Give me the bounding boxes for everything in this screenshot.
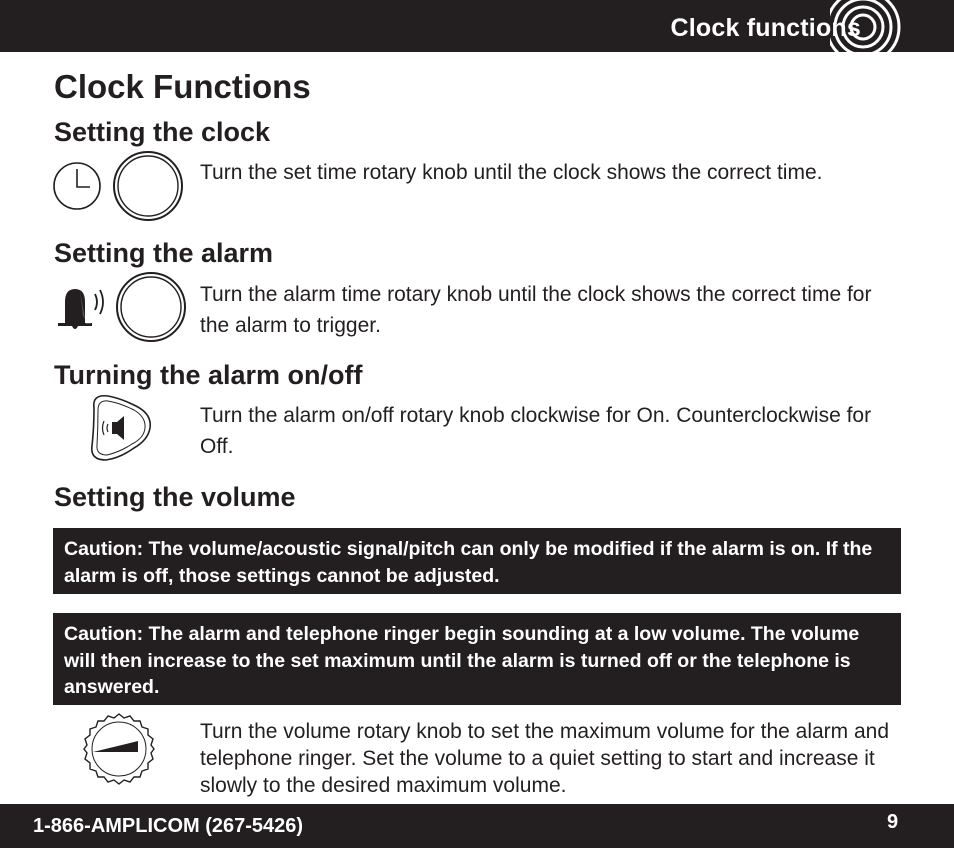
- heading-setting-clock: Setting the clock: [54, 117, 271, 147]
- heading-setting-alarm: Setting the alarm: [54, 238, 274, 268]
- text-alarm-on-off: Turn the alarm on/off rotary knob clockwise for On. Counterclockwise for Off.: [200, 404, 872, 458]
- bell-icon: [52, 282, 110, 336]
- heading-setting-volume: Setting the volume: [54, 482, 296, 512]
- rotary-knob-icon: [113, 271, 189, 343]
- caution-box-alarm-on: Caution: The volume/acoustic signal/pitch can only be modified if the alarm is on. If the alarm is off, those settings cannot be adjusted.: [53, 528, 901, 594]
- text-setting-clock: Turn the set time rotary knob until the clock shows the correct time.: [200, 161, 823, 184]
- alarm-switch-knob-icon: [84, 392, 154, 464]
- header-rings-icon: [830, 0, 910, 58]
- header-section-label: Clock functions: [670, 14, 861, 42]
- footer-bar: [0, 804, 954, 848]
- text-setting-alarm: Turn the alarm time rotary knob until the clock shows the correct time for the alarm to trigger.: [200, 283, 872, 337]
- footer-phone-number: 1-866-AMPLICOM (267-5426): [33, 815, 304, 837]
- heading-alarm-on-off: Turning the alarm on/off: [54, 360, 363, 390]
- page-number: 9: [887, 811, 899, 833]
- text-setting-volume: Turn the volume rotary knob to set the maximum volume for the alarm and telephone ringer. Set the volume to a quiet setting to start and increase it slowly to the desired maximum volume.: [200, 720, 890, 797]
- caution-box-low-volume: Caution: The alarm and telephone ringer begin sounding at a low volume. The volume will then increase to the set maximum until the alarm is turned off or the telephone is answered.: [53, 613, 901, 705]
- page-title: Clock Functions: [54, 68, 311, 105]
- rotary-knob-icon: [110, 150, 186, 222]
- header-bar: [0, 0, 954, 52]
- clock-icon: [52, 160, 102, 212]
- volume-knob-icon: [82, 712, 156, 786]
